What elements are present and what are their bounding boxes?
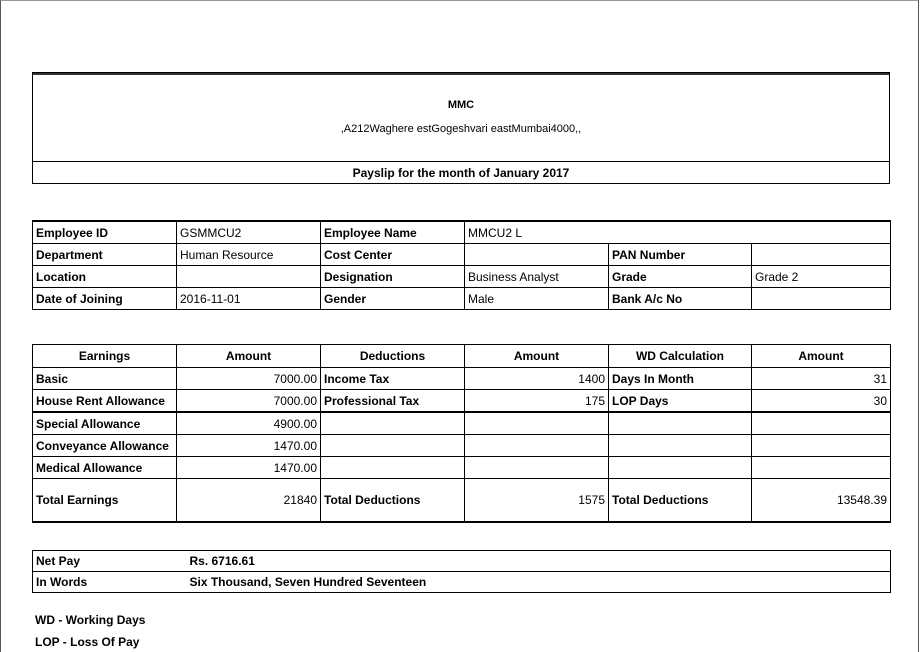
earning-name: Special Allowance: [33, 412, 177, 435]
total-earnings-label: Total Earnings: [33, 479, 177, 523]
deduction-name: [321, 412, 465, 435]
earning-amount: 7000.00: [177, 368, 321, 390]
doj-value: 2016-11-01: [177, 288, 321, 310]
wd-amount-header: Amount: [752, 345, 891, 368]
header-rule: [33, 73, 889, 75]
deduction-amount: 175: [465, 390, 609, 413]
earnings-amount-header: Amount: [177, 345, 321, 368]
wd-name: [609, 412, 752, 435]
net-pay-table: [32, 550, 891, 593]
wd-amount: 31: [752, 368, 891, 390]
payslip-header: [32, 72, 890, 184]
table-row: [33, 435, 891, 457]
deduction-name: [321, 457, 465, 479]
total-deductions-value: 1575: [465, 479, 609, 523]
earning-amount: 4900.00: [177, 412, 321, 435]
pan-value: [752, 244, 891, 266]
cost-center-value: [465, 244, 609, 266]
payslip-title: Payslip for the month of January 2017: [33, 161, 889, 184]
deductions-header: Deductions: [321, 345, 465, 368]
earnings-deductions-table: [32, 344, 891, 523]
earning-name: Medical Allowance: [33, 457, 177, 479]
department-label: Department: [33, 244, 177, 266]
in-words-label: In Words: [33, 572, 187, 593]
earnings-header: Earnings: [33, 345, 177, 368]
total-earnings-value: 21840: [177, 479, 321, 523]
wd-amount: [752, 457, 891, 479]
table-row: [33, 221, 891, 244]
location-value: [177, 266, 321, 288]
footnote-lop: LOP - Loss Of Pay: [35, 635, 140, 649]
pan-label: PAN Number: [609, 244, 752, 266]
deduction-name: [321, 435, 465, 457]
deduction-amount: [465, 435, 609, 457]
gender-value: Male: [465, 288, 609, 310]
deduction-amount: [465, 412, 609, 435]
bank-label: Bank A/c No: [609, 288, 752, 310]
earning-amount: 1470.00: [177, 435, 321, 457]
wd-calculation-header: WD Calculation: [609, 345, 752, 368]
employee-details-table: [32, 220, 891, 310]
grade-label: Grade: [609, 266, 752, 288]
totals-row: [33, 479, 891, 523]
table-row: [33, 412, 891, 435]
total-wd-label: Total Deductions: [609, 479, 752, 523]
location-label: Location: [33, 266, 177, 288]
employee-id-value: GSMMCU2: [177, 221, 321, 244]
in-words-value: Six Thousand, Seven Hundred Seventeen: [187, 572, 891, 593]
deduction-name: Income Tax: [321, 368, 465, 390]
wd-name: [609, 457, 752, 479]
wd-name: LOP Days: [609, 390, 752, 413]
table-header-row: [33, 345, 891, 368]
wd-amount: 30: [752, 390, 891, 413]
doj-label: Date of Joining: [33, 288, 177, 310]
table-row: [33, 457, 891, 479]
table-row: [33, 572, 891, 593]
table-row: [33, 266, 891, 288]
table-row: [33, 390, 891, 413]
earning-name: House Rent Allowance: [33, 390, 177, 413]
cost-center-label: Cost Center: [321, 244, 465, 266]
earning-name: Conveyance Allowance: [33, 435, 177, 457]
deduction-amount: 1400: [465, 368, 609, 390]
company-name: MMC: [447, 99, 475, 111]
table-row: [33, 288, 891, 310]
designation-value: Business Analyst: [465, 266, 609, 288]
earning-amount: 7000.00: [177, 390, 321, 413]
table-row: [33, 551, 891, 572]
table-row: [33, 244, 891, 266]
wd-amount: [752, 435, 891, 457]
deduction-amount: [465, 457, 609, 479]
earning-amount: 1470.00: [177, 457, 321, 479]
department-value: Human Resource: [177, 244, 321, 266]
table-row: [33, 368, 891, 390]
designation-label: Designation: [321, 266, 465, 288]
wd-name: [609, 435, 752, 457]
net-pay-value: Rs. 6716.61: [187, 551, 891, 572]
gender-label: Gender: [321, 288, 465, 310]
total-wd-value: 13548.39: [752, 479, 891, 523]
earning-name: Basic: [33, 368, 177, 390]
grade-value: Grade 2: [752, 266, 891, 288]
employee-name-value: MMCU2 L: [465, 221, 891, 244]
wd-name: Days In Month: [609, 368, 752, 390]
employee-name-label: Employee Name: [321, 221, 465, 244]
net-pay-label: Net Pay: [33, 551, 187, 572]
employee-id-label: Employee ID: [33, 221, 177, 244]
wd-amount: [752, 412, 891, 435]
deductions-amount-header: Amount: [465, 345, 609, 368]
company-address: ,A212Waghere estGogeshvari eastMumbai4000,,: [340, 123, 582, 135]
total-deductions-label: Total Deductions: [321, 479, 465, 523]
bank-value: [752, 288, 891, 310]
deduction-name: Professional Tax: [321, 390, 465, 413]
footnote-wd: WD - Working Days: [35, 613, 146, 627]
